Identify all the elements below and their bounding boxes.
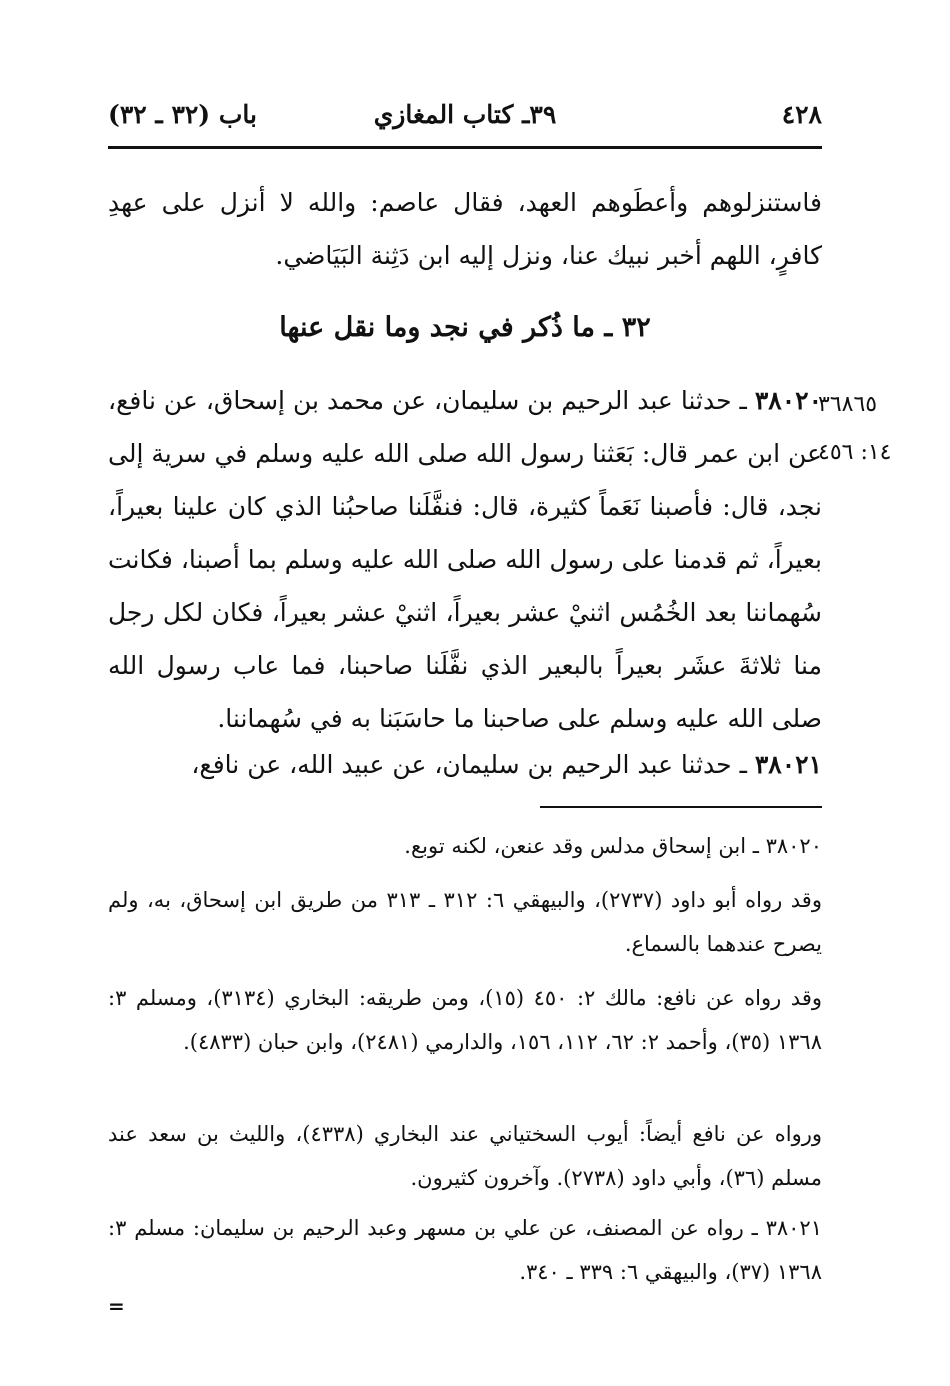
page-header bbox=[108, 100, 822, 146]
footnote: ٣٨٠٢١ ـ رواه عن المصنف، عن علي بن مسهر وعبد الرحيم بن سليمان: مسلم ٣: ١٣٦٨ (٣٧)، والبيهقي ٦: ٣٣٩ ـ ٣٤٠. bbox=[108, 1216, 822, 1284]
hadith-38020 bbox=[108, 374, 822, 745]
book-title: ٣٩ـ كتاب المغازي bbox=[373, 100, 557, 129]
footnote-divider bbox=[540, 806, 822, 808]
footnote: وقد رواه عن نافع: مالك ٢: ٤٥٠ (١٥)، ومن طريقه: البخاري (٣١٣٤)، ومسلم ٣: ١٣٦٨ (٣٥)، وأحمد ٢: ٦٢، ١١٢، ١٥٦، والدارمي (٢٤٨١)، وابن حبان (٤٨٣٣). bbox=[108, 986, 822, 1054]
section-title: ٣٢ ـ ما ذُكر في نجد وما نقل عنها bbox=[279, 312, 651, 343]
margin-volume-page: ١٤: ٤٥٦ bbox=[818, 440, 892, 465]
margin-reference-number: ٣٦٨٦٥ bbox=[818, 392, 878, 417]
header-divider bbox=[108, 146, 822, 149]
footnote: وقد رواه أبو داود (٢٧٣٧)، والبيهقي ٦: ٣١٢ ـ ٣١٣ من طريق ابن إسحاق، به، ولم يصرح عندهما بالسماع. bbox=[108, 888, 822, 956]
hadith-text: ـ حدثنا عبد الرحيم بن سليمان، عن عبيد الله، عن نافع، bbox=[191, 750, 755, 779]
page-number: ٤٢٨ bbox=[781, 100, 822, 129]
intro-paragraph: فاستنزلوهم وأعطَوهم العهد، فقال عاصم: والله لا أنزل على عهدِ كافرٍ، اللهم أخبر نبيك عنا، ونزل إليه ابن دَثِنة البَيَاضي. bbox=[108, 188, 822, 270]
footnote: ورواه عن نافع أيضاً: أيوب السختياني عند البخاري (٤٣٣٨)، والليث بن سعد عند مسلم (٣٦)، وأبي داود (٢٧٣٨). وآخرون كثيرون. bbox=[108, 1122, 822, 1190]
footnote: ٣٨٠٢٠ ـ ابن إسحاق مدلس وقد عنعن، لكنه توبع. bbox=[404, 834, 822, 858]
chapter-range: باب (٣٢ ـ ٣٢) bbox=[108, 100, 257, 129]
hadith-38021 bbox=[108, 738, 822, 791]
hadith-text: ـ حدثنا عبد الرحيم بن سليمان، عن محمد بن إسحاق، عن نافع، عن ابن عمر قال: بَعَثنا رسول الله صلى الله عليه وسلم في سرية إلى نجد، قال: فأصبنا نَعَماً كثيرة، قال: فنفَّلَنا صاحبُنا الذي كان علينا بعيراً، بعيراً، ثم قدمنا على رسول الله صلى الله عليه وسلم بما أصبنا، فكانت سُهماننا بعد الخُمُس اثنيْ عشر بعيراً، اثنيْ عشر بعيراً، فكان لكل رجل منا ثلاثةَ عشَر بعيراً بالبعير الذي نفَّلَنا صاحبنا، فما عاب رسول الله صلى الله عليه وسلم على صاحبنا ما حاسَبَنا به في سُهماننا. bbox=[108, 386, 822, 733]
hadith-number: ٣٨٠٢١ bbox=[754, 750, 822, 779]
hadith-number: ٣٨٠٢٠ bbox=[754, 386, 822, 415]
continuation-mark: = bbox=[108, 1294, 125, 1318]
